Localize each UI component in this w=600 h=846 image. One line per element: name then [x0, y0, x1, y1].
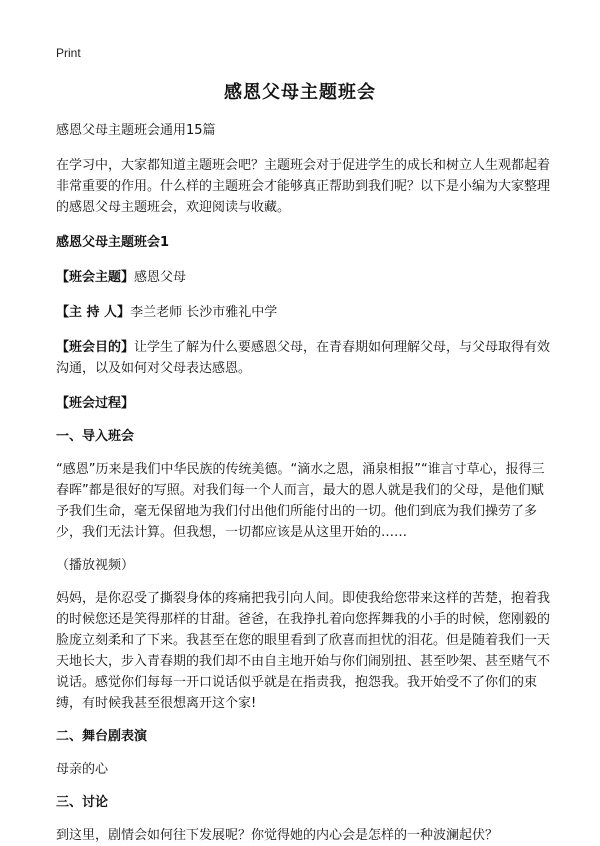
theme-label: 【班会主题】 — [56, 270, 135, 285]
goal-line — [56, 337, 552, 379]
step1-paragraph: “感恩”历来是我们中华民族的传统美德。“滴水之恩，涌泉相报”“谁言寸草心，报得三春晖”都是很好的写照。对我们每一个人而言，最大的恩人就是我们的父母，是他们赋予我们生命，毫无保留地为我们付出他们所能付出的一切。他们到底为我们操劳了多少，我们无法计算。但我想，一切都应该是从这里开始的…… — [56, 462, 545, 540]
document-body — [56, 120, 552, 846]
page-title: 感恩父母主题班会 — [224, 82, 376, 103]
theme-line — [56, 267, 552, 288]
goal-label: 【班会目的】 — [56, 340, 135, 355]
goal-value: 让学生了解为什么要感恩父母，在青春期如何理解父母，与父母取得有效沟通，以及如何对父母表达感恩。 — [56, 340, 551, 376]
host-line — [56, 302, 552, 323]
step1-title: 一、导入班会 — [56, 429, 135, 444]
step3-title: 三、讨论 — [56, 795, 109, 810]
section-title: 感恩父母主题班会1 — [56, 235, 170, 250]
intro-paragraph: 在学习中，大家都知道主题班会吧？主题班会对于促进学生的成长和树立人生观都起着非常重要的作用。什么样的主题班会才能够真正帮助到我们呢？以下是小编为大家整理的感恩父母主题班会，欢迎阅读与收藏。 — [56, 158, 551, 215]
mom-paragraph: 妈妈，是你忍受了撕裂身体的疼痛把我引向人间。即使我给您带来这样的苦楚，抱着我的时候您还是笑得那样的甘甜。爸爸，在我挣扎着向您挥舞我的小手的时候，您刚毅的脸庞立刻柔和了下来。我甚至在您的眼里看到了欣喜而担忧的泪花。但是随着我们一天天地长大，步入青春期的我们却不由自主地开始与你们闹别扭、甚至吵架、甚至赌气不说话。感觉你们每每一开口说话似乎就是在指责我，抱怨我。我开始受不了你们的束缚，有时候我甚至很想离开这个家! — [56, 591, 551, 711]
video-note: （播放视频） — [56, 558, 135, 573]
doc-subtitle: 感恩父母主题班会通用15篇 — [56, 123, 216, 138]
print-label: Print — [56, 46, 81, 60]
step2-paragraph: 母亲的心 — [56, 762, 109, 777]
step3-paragraph: 到这里，剧情会如何往下发展呢？你觉得她的内心会是怎样的一种波澜起伏？ — [56, 828, 499, 843]
process-label: 【班会过程】 — [56, 396, 135, 411]
theme-value: 感恩父母 — [134, 270, 187, 285]
host-label: 【主 持 人】 — [56, 305, 131, 320]
step2-title: 二、舞台剧表演 — [56, 729, 148, 744]
host-value: 李兰老师 长沙市雅礼中学 — [130, 305, 278, 320]
